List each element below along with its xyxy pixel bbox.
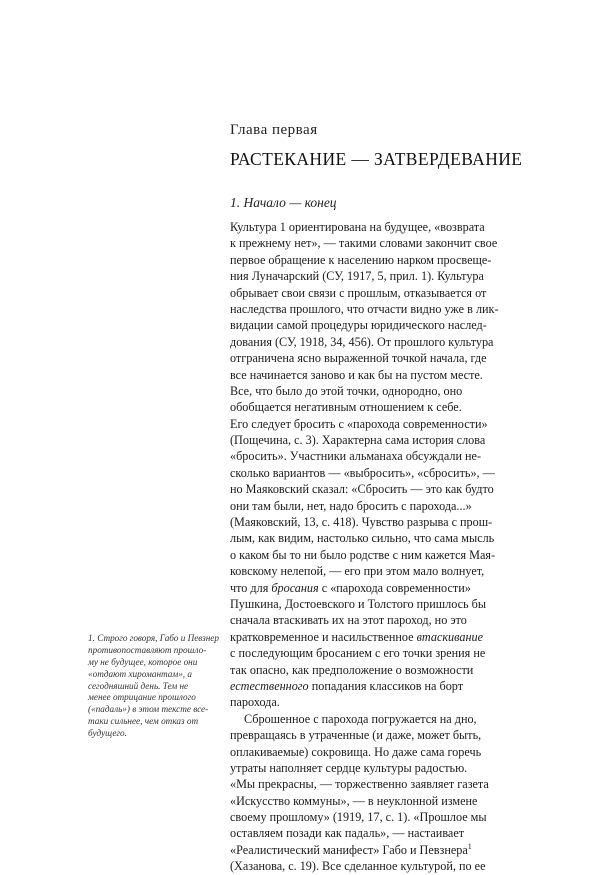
text-line: Его следует бросить с «парохода современности»	[230, 416, 488, 431]
text-run: «Реалистический манифест» Габо и Певзнера	[230, 842, 468, 857]
text-line: оставляем позади как падаль», — настаивает	[230, 826, 465, 841]
text-line: парохода.	[230, 695, 280, 710]
text-line: они там были, нет, надо бросить с парохода...»	[230, 498, 472, 513]
footnote	[88, 633, 226, 740]
text-line-brosaniya	[230, 580, 498, 596]
text-line: лым, как видим, настолько сильно, что сама мысль	[230, 531, 495, 546]
text-line-vtaskivanie	[230, 629, 498, 645]
footnote-line: будущего.	[88, 728, 127, 739]
footnote-line: противопоставляют прошло-	[88, 644, 207, 655]
emphasis-brosaniya: бросания	[271, 580, 319, 595]
text-line: «Искусство коммуны», — в неуклонной измене	[230, 793, 478, 808]
text-line: своему прошлому» (1919, 17, с. 1). «Прошлое мы	[230, 810, 487, 825]
text-line: дования (СУ, 1918, 34, 456). От прошлого культура	[230, 334, 494, 349]
text-run: попадания классиков на борт	[308, 678, 464, 693]
emphasis-vtaskivanie: втаскивание	[416, 629, 483, 644]
text-line: «Мы прекрасны, — торжественно заявляет газета	[230, 777, 489, 792]
footnote-line: му не будущее, которое они	[88, 656, 198, 667]
text-line-with-footnote-ref	[230, 842, 498, 858]
text-line: отграничена ясно выраженной точкой начала, где	[230, 351, 487, 366]
footnote-ref[interactable]: 1	[467, 841, 472, 851]
text-line: «бросить». Участники альманаха обсуждали не-	[230, 449, 481, 464]
text-line: обрывает свои связи с прошлым, отказывается от	[230, 285, 487, 300]
text-line: утраты наполняет сердце культуры радостью.	[230, 760, 468, 775]
text-run: что для	[230, 580, 272, 595]
chapter-label: Глава первая	[230, 122, 318, 138]
text-line: наследства прошлого, что отчасти видно уже в лик-	[230, 301, 499, 316]
text-line: первое обращение к населению нарком просвеще-	[230, 252, 492, 267]
text-line: ния Луначарский (СУ, 1917, 5, прил. 1). Культура	[230, 269, 484, 284]
text-line: Пушкина, Достоевского и Толстого пришлось бы	[230, 596, 487, 611]
text-line-estestvennogo	[230, 678, 498, 694]
text-line: но Маяковский сказал: «Сбросить — это как будто	[230, 482, 494, 497]
footnote-line: менее отрицание прошлого	[88, 692, 196, 703]
text-line: (Маяковский, 13, с. 418). Чувство разрыва с прош-	[230, 515, 493, 530]
footnote-line: таки сильнее, чем отказ от	[88, 716, 199, 727]
text-line: сначала втаскивать их на этот пароход, но это	[230, 613, 467, 628]
text-line: Культура 1 ориентирована на будущее, «возврата	[230, 220, 485, 234]
text-line: так опасно, как предположение о возможности	[230, 662, 474, 677]
text-line: (Хазанова, с. 19). Все сделанное культурой, по ее	[230, 859, 486, 874]
footnote-line: «отдают хиромантам», а	[88, 668, 192, 679]
emphasis-estestvennogo: естественного	[230, 678, 309, 693]
body-text	[230, 219, 498, 875]
text-line: все начинается заново и как бы на пустом месте.	[230, 367, 483, 382]
footnote-line: («падаль») в этом тексте все-	[88, 704, 209, 715]
footnote-line: сегодняшний день. Тем не	[88, 680, 189, 691]
text-line: ковскому нелепой, — его при этом мало волнует,	[230, 564, 485, 579]
text-line: о каком бы то ни было родстве с ним кажется Мая-	[230, 547, 496, 562]
text-line: оплакиваемые) сокровища. Но даже сама горечь	[230, 744, 482, 759]
text-line: видации самой процедуры юридического наслед-	[230, 318, 487, 333]
text-line: (Пощечина, с. 3). Характерна сама история слова	[230, 433, 486, 448]
chapter-title: РАСТЕКАНИЕ — ЗАТВЕРДЕВАНИЕ	[230, 149, 523, 169]
text-run: с «парохода современности»	[318, 580, 471, 595]
text-line: с последующим бросанием с его точки зрения не	[230, 646, 486, 661]
text-line: сколько вариантов — «выбросить», «сбросить», —	[230, 465, 495, 480]
text-run: кратковременное и насильственное	[230, 629, 417, 644]
text-line: Все, что было до этой точки, однородно, оно	[230, 383, 463, 398]
text-line: обобщается негативным отношением к себе.	[230, 400, 462, 415]
paragraph-start-line: Сброшенное с парохода погружается на дно,	[244, 711, 477, 726]
section-heading: 1. Начало — конец	[230, 195, 337, 210]
footnote-line: 1. Строго говоря, Габо и Певзнер	[88, 633, 219, 643]
text-line: превращаясь в утраченные (и даже, может быть,	[230, 728, 482, 743]
text-line: к прежнему нет», — такими словами закончит свое	[230, 236, 498, 251]
